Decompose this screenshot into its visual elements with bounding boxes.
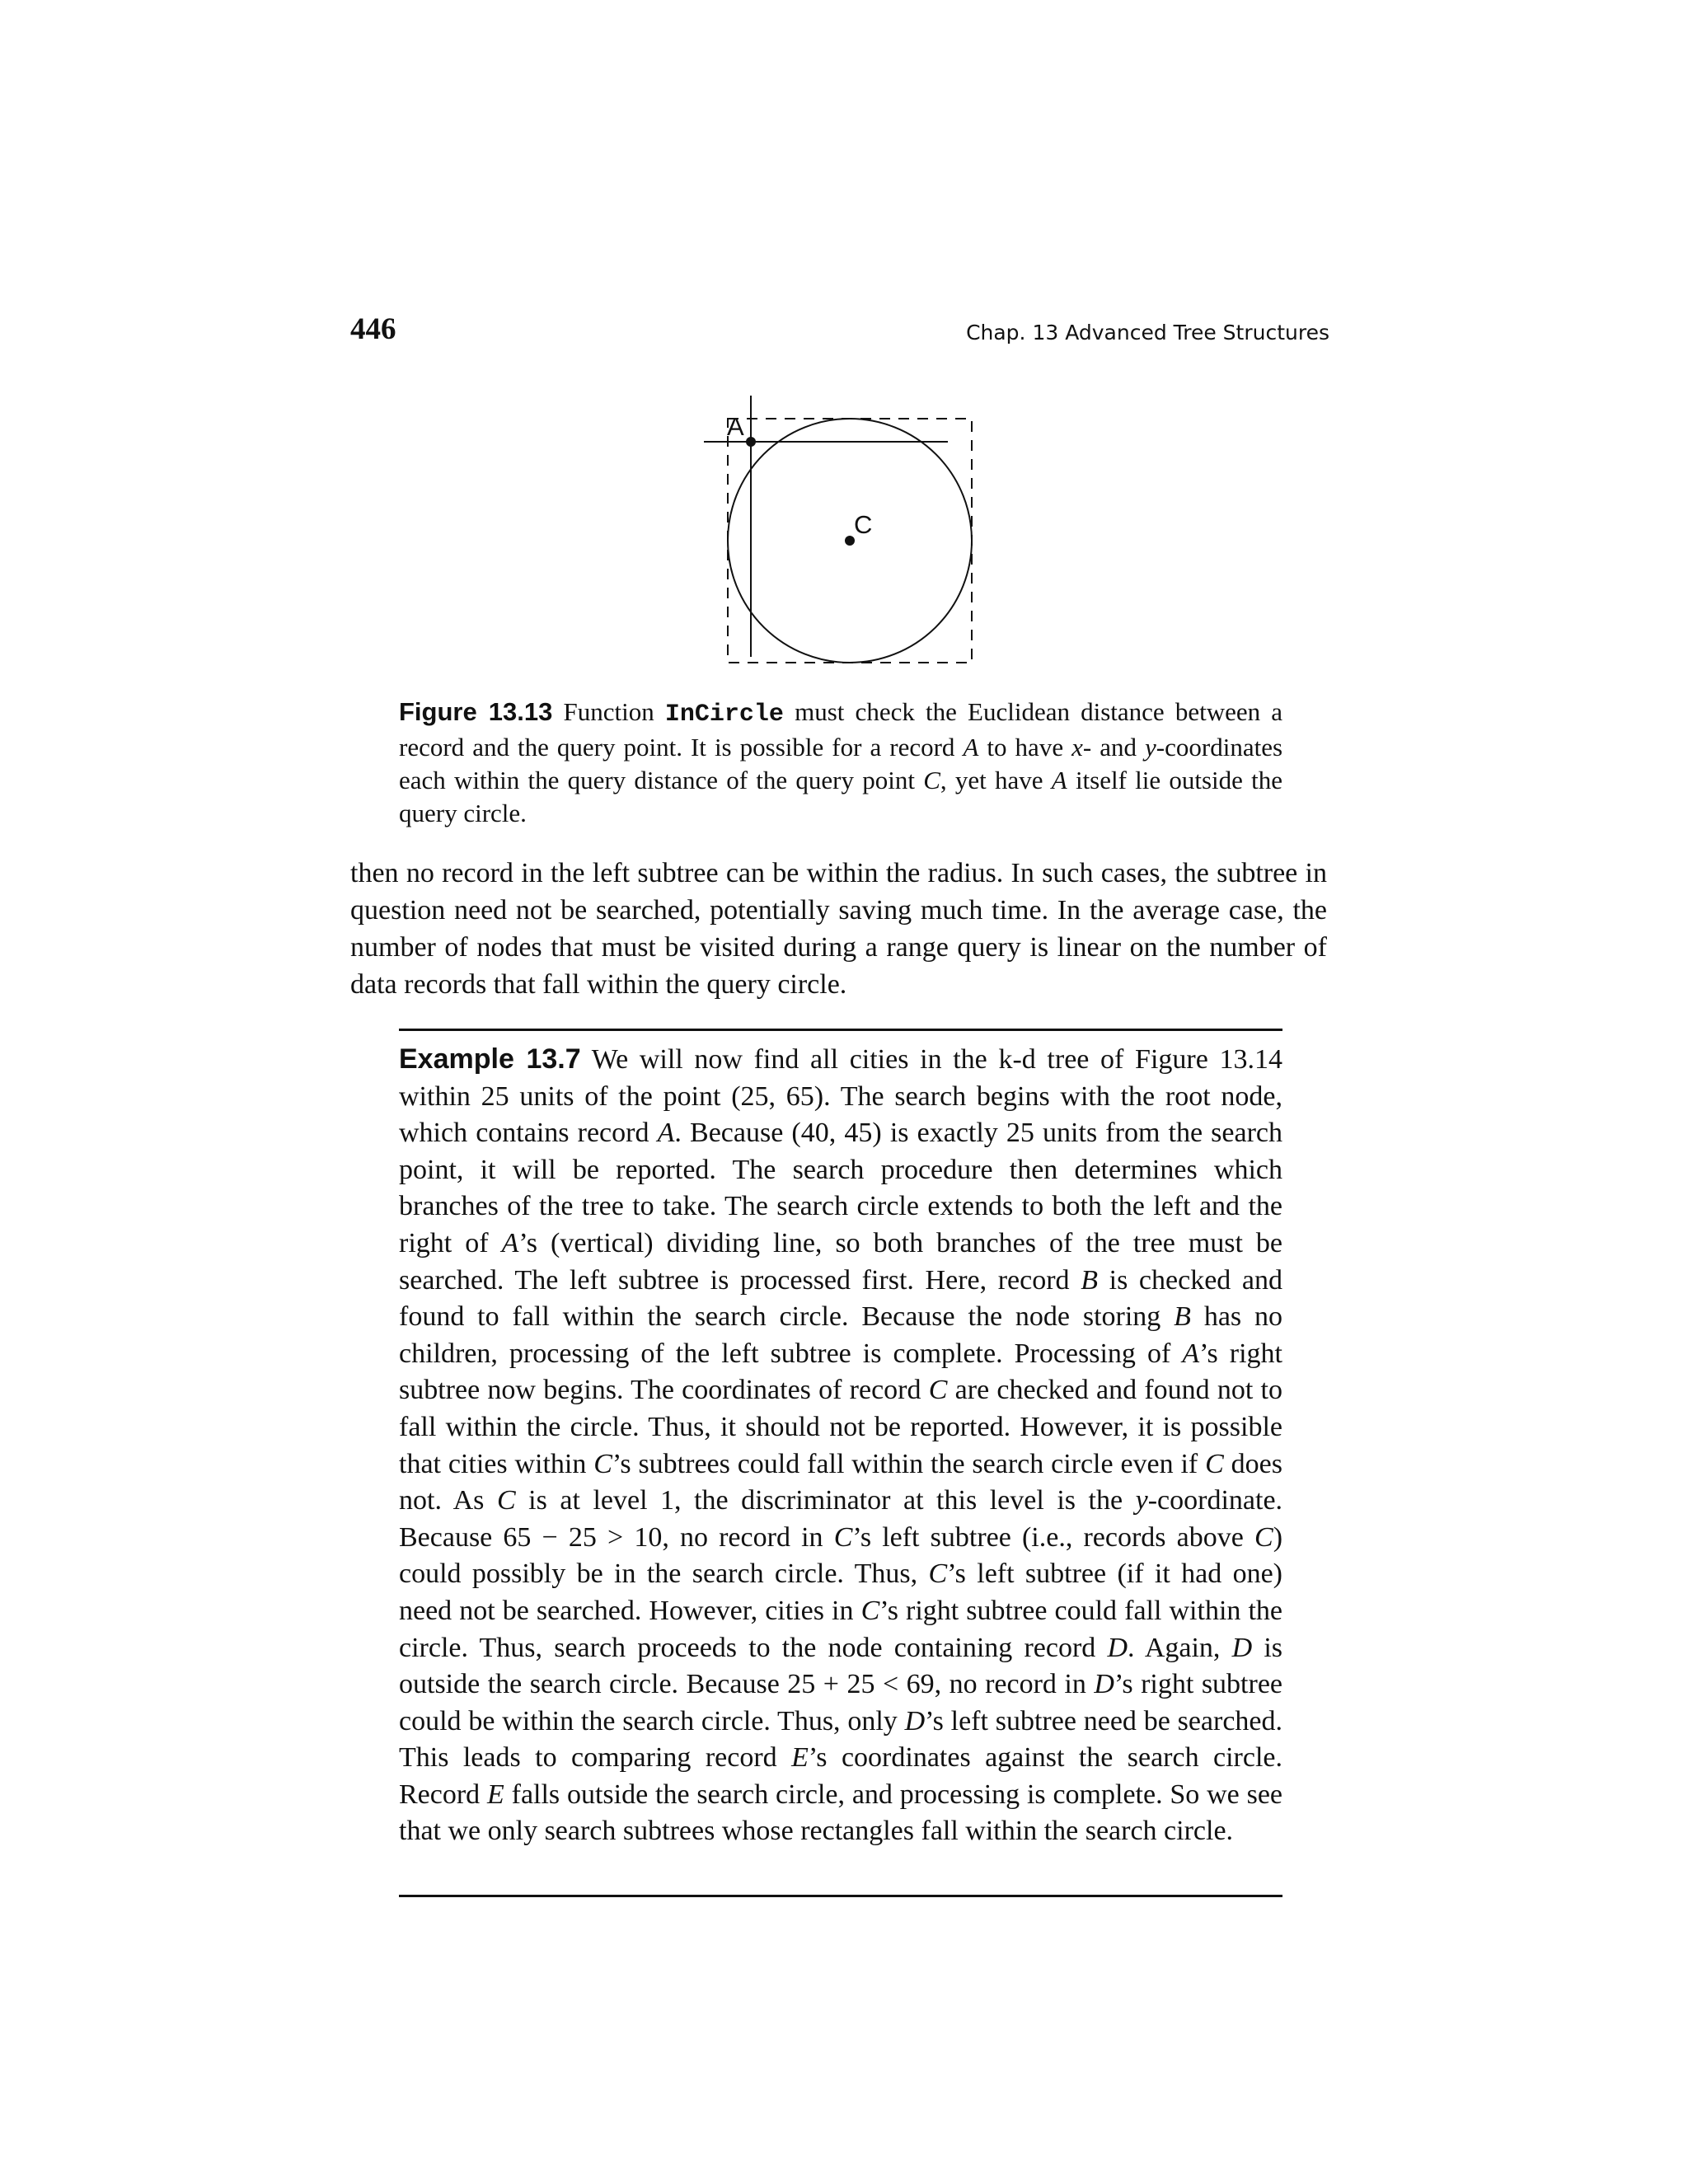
page-number: 446: [350, 312, 396, 346]
example-label: Example 13.7: [399, 1043, 581, 1075]
example-bottom-rule: [399, 1895, 1282, 1897]
running-head: Chap. 13 Advanced Tree Structures: [966, 321, 1329, 344]
point-a-dot: [746, 437, 756, 447]
body-paragraph: then no record in the left subtree can be within the radius. In such cases, the subtree in question need not be searched, potentially saving much time. In the average case, the number of nodes that must be visited during a range query is linear on the number of data records that fall within the query circle.: [350, 858, 1327, 1000]
incircle-figure: [701, 396, 981, 676]
point-c-label: C: [854, 510, 873, 539]
example-top-rule: [399, 1029, 1282, 1031]
figure-caption: Figure 13.13 Function InCircle must check the Euclidean distance between a record and the query point. It is possible for a record A to have x- and y-coordinates each within the query distance of the query point C, yet have A itself lie outside the query circle.: [399, 697, 1283, 827]
figure-label: Figure 13.13: [399, 697, 553, 726]
point-a-label: A: [727, 412, 744, 441]
example-13-7: Example 13.7 We will now find all cities in the k-d tree of Figure 13.14 within 25 units of the point (25, 65). The search begins with the root node, which contains record A. Because (40, 45) is exactly 25 units from the search point, it will be reported. The search procedure then determines which branches of the tree to take. The search circle extends to both the left and the right of A’s (vertical) dividing line, so both branches of the tree must be searched. The left subtree is processed first. Here, record B is checked and found to fall within the search circle. Because the node storing B has no children, processing of the left subtree is complete. Processing of A’s right subtree now begins. The coordinates of record C are checked and found not to fall within the circle. Thus, it should not be reported. However, it is possible that cities within C’s subtrees could fall within the search circle even if C does not. As C is at level 1, the discriminator at this level is the y-coordinate. Because 65 − 25 > 10, no record in C’s left subtree (i.e., records above C) could possibly be in the search circle. Thus, C’s left subtree (if it had one) need not be searched. However, cities in C’s right subtree could fall within the circle. Thus, search proceeds to the node containing record D. Again, D is outside the search circle. Because 25 + 25 < 69, no record in D’s right subtree could be within the search circle. Thus, only D’s left subtree need be searched. This leads to comparing record E’s coordinates against the search circle. Record E falls outside the search circle, and processing is complete. So we see that we only search subtrees whose rectangles fall within the search circle.: [399, 1043, 1283, 1847]
function-name: InCircle: [664, 701, 784, 729]
